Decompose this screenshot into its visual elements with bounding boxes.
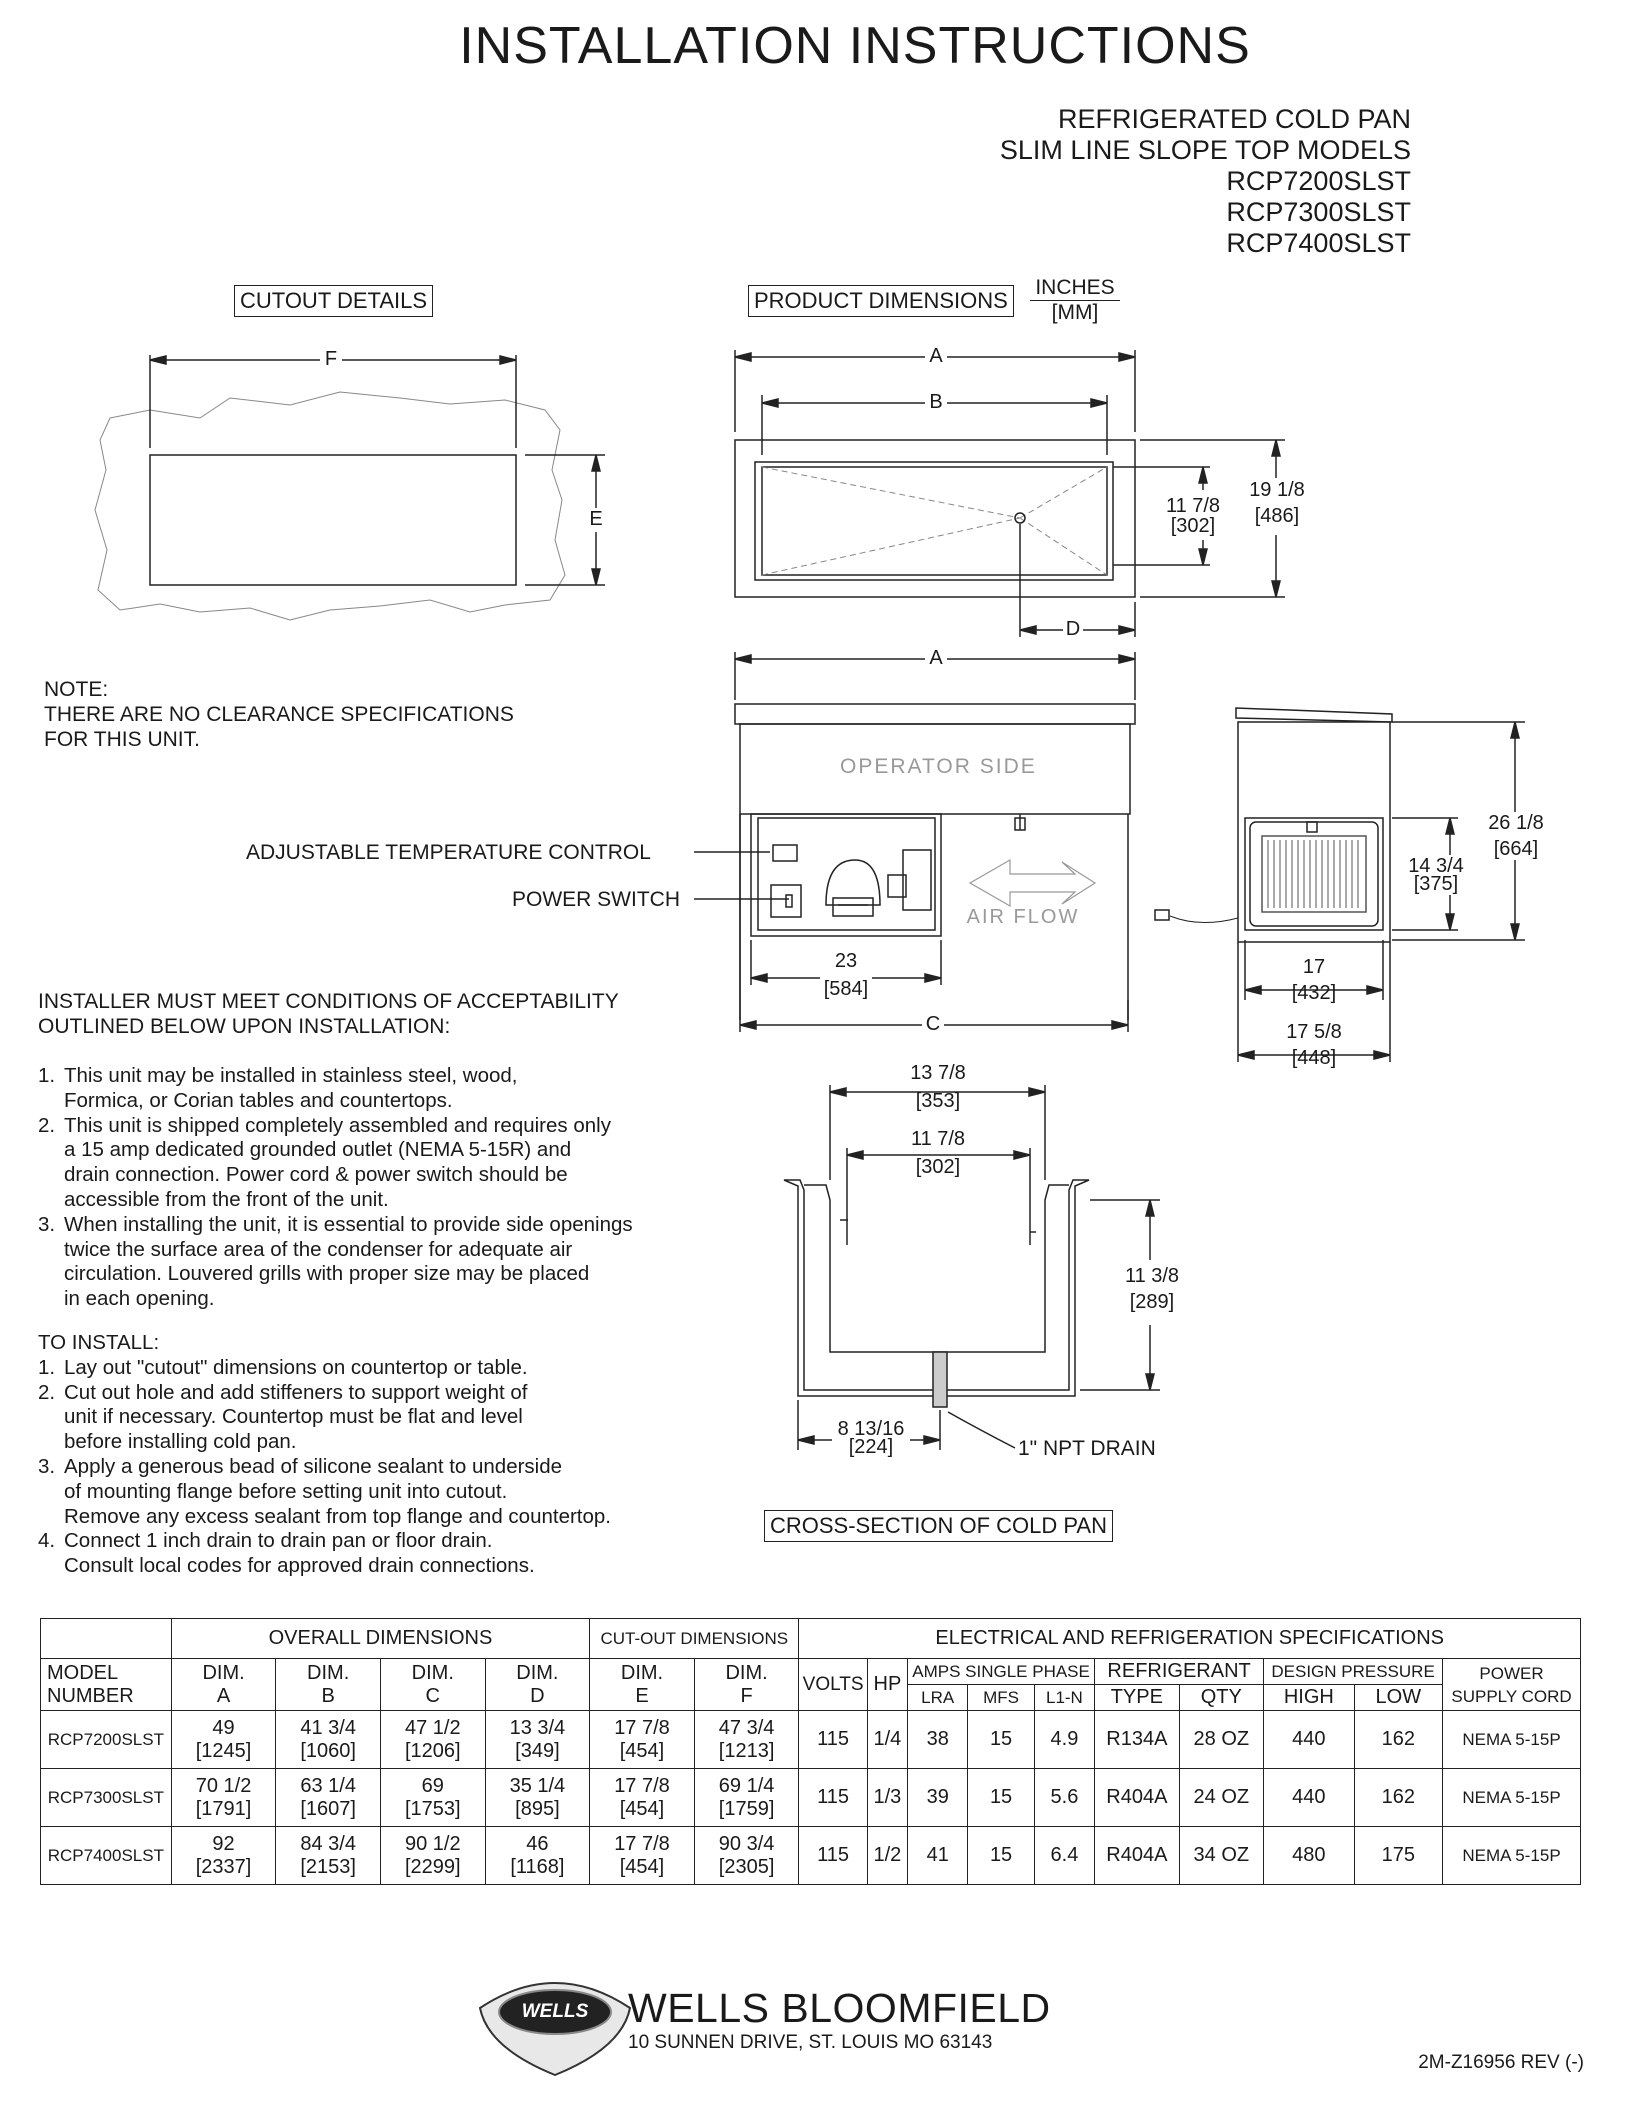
type-cell: R404A xyxy=(1095,1827,1179,1885)
l1n-header: L1-N xyxy=(1034,1685,1094,1711)
dim-b-header: DIM. B xyxy=(276,1659,381,1711)
note-line: NOTE: xyxy=(44,678,109,701)
npt-drain-label: 1" NPT DRAIN xyxy=(1018,1437,1156,1460)
dim-cell: 69 [1753] xyxy=(380,1769,485,1827)
units-inches: INCHES xyxy=(1030,276,1120,301)
list-line: before installing cold pan. xyxy=(64,1430,297,1454)
refrigerant-header: REFRIGERANT xyxy=(1095,1659,1264,1685)
dim-cs-w1-in: 13 7/8 xyxy=(910,1062,966,1084)
company-name: WELLS BLOOMFIELD xyxy=(628,1985,1051,2031)
list-line: a 15 amp dedicated grounded outlet (NEMA 5-15R) and xyxy=(64,1138,572,1162)
dim-cell: 46 [1168] xyxy=(485,1827,590,1885)
dim-f-label: F xyxy=(324,348,338,370)
dim-c-label: C xyxy=(925,1013,941,1035)
list-line: Connect 1 inch drain to drain pan or floor drain. xyxy=(64,1529,493,1553)
note-line: FOR THIS UNIT. xyxy=(44,728,200,751)
list-item xyxy=(38,1455,678,1529)
dim-d-header: DIM. D xyxy=(485,1659,590,1711)
adjustable-temp-label: ADJUSTABLE TEMPERATURE CONTROL xyxy=(246,841,651,864)
list-item xyxy=(38,1356,678,1381)
qty-cell: 28 OZ xyxy=(1179,1711,1263,1769)
list-line: circulation. Louvered grills with proper size may be placed xyxy=(64,1262,590,1286)
power-cord-header: POWER SUPPLY CORD xyxy=(1443,1659,1581,1711)
dim-front-width-in: 23 xyxy=(834,950,858,972)
low-cell: 162 xyxy=(1354,1769,1443,1827)
low-cell: 175 xyxy=(1354,1827,1443,1885)
installer-heading xyxy=(38,989,619,1039)
dim-side-h1-in: 26 1/8 xyxy=(1488,812,1544,834)
conditions-list xyxy=(38,1064,718,1312)
dim-front-width-mm: [584] xyxy=(823,978,869,1000)
dim-top-inner-mm: [302] xyxy=(1170,515,1216,537)
dim-cell: 90 3/4 [2305] xyxy=(694,1827,799,1885)
installer-heading-line: INSTALLER MUST MEET CONDITIONS OF ACCEPTABILITY xyxy=(38,990,619,1013)
dim-e-header: DIM. E xyxy=(590,1659,695,1711)
hp-cell: 1/4 xyxy=(867,1711,907,1769)
note-line: THERE ARE NO CLEARANCE SPECIFICATIONS xyxy=(44,703,514,726)
overall-dimensions-header: OVERALL DIMENSIONS xyxy=(171,1619,589,1659)
l1n-cell: 4.9 xyxy=(1034,1711,1094,1769)
list-number: 2. xyxy=(38,1380,56,1404)
dim-cell: 84 3/4 [2153] xyxy=(276,1827,381,1885)
list-line: twice the surface area of the condenser for adequate air xyxy=(64,1237,573,1261)
list-item xyxy=(38,1064,718,1114)
high-cell: 480 xyxy=(1264,1827,1355,1885)
document-number: 2M-Z16956 REV (-) xyxy=(1418,2052,1584,2073)
company-address: 10 SUNNEN DRIVE, ST. LOUIS MO 63143 xyxy=(628,2032,993,2053)
dim-side-w2-mm: [448] xyxy=(1291,1047,1337,1069)
model-line: SLIM LINE SLOPE TOP MODELS xyxy=(999,135,1411,165)
lra-cell: 38 xyxy=(908,1711,968,1769)
list-line: Consult local codes for approved drain connections. xyxy=(64,1554,535,1578)
hp-cell: 1/2 xyxy=(867,1827,907,1885)
list-line: Formica, or Corian tables and countertops. xyxy=(64,1088,453,1112)
dim-top-outer-mm: [486] xyxy=(1254,505,1300,527)
airflow-arrow-icon xyxy=(970,860,1095,906)
spec-table xyxy=(40,1618,1581,1885)
installer-heading-line: OUTLINED BELOW UPON INSTALLATION: xyxy=(38,1015,451,1038)
operator-side-label: OPERATOR SIDE xyxy=(840,755,1037,778)
hp-cell: 1/3 xyxy=(867,1769,907,1827)
list-line: of mounting flange before setting unit into cutout. xyxy=(64,1479,508,1503)
volts-cell: 115 xyxy=(799,1769,867,1827)
dim-a-label: A xyxy=(929,345,943,367)
countertop-outline xyxy=(95,392,565,620)
dim-cell: 47 3/4 [1213] xyxy=(694,1711,799,1769)
model-cell: RCP7300SLST xyxy=(41,1769,172,1827)
dim-side-w1-mm: [432] xyxy=(1291,982,1337,1004)
dim-cs-drain-in: 8 13/16 xyxy=(837,1418,905,1440)
lra-cell: 39 xyxy=(908,1769,968,1827)
front-flange xyxy=(735,704,1135,724)
cord-cell: NEMA 5-15P xyxy=(1443,1769,1581,1827)
dim-side-h2-in: 14 3/4 xyxy=(1408,855,1464,877)
dim-cell: 13 3/4 [349] xyxy=(485,1711,590,1769)
low-cell: 162 xyxy=(1354,1711,1443,1769)
list-number: 3. xyxy=(38,1212,56,1236)
qty-header: QTY xyxy=(1179,1685,1263,1711)
high-cell: 440 xyxy=(1264,1769,1355,1827)
type-cell: R404A xyxy=(1095,1769,1179,1827)
design-pressure-header: DESIGN PRESSURE xyxy=(1264,1659,1443,1685)
top-view-outer xyxy=(735,440,1135,597)
logo-badge-text: WELLS xyxy=(521,2001,589,2022)
note-block xyxy=(44,677,514,752)
page-title: INSTALLATION INSTRUCTIONS xyxy=(459,17,1251,75)
mfs-cell: 15 xyxy=(968,1827,1034,1885)
model-line: RCP7400SLST xyxy=(1226,228,1411,258)
list-line: This unit may be installed in stainless steel, wood, xyxy=(64,1064,518,1087)
list-number: 1. xyxy=(38,1064,56,1087)
list-item xyxy=(38,1529,678,1579)
high-cell: 440 xyxy=(1264,1711,1355,1769)
dim-f-header: DIM. F xyxy=(694,1659,799,1711)
dim-cs-drain-mm: [224] xyxy=(848,1436,894,1458)
dim-cell: 47 1/2 [1206] xyxy=(380,1711,485,1769)
list-number: 1. xyxy=(38,1355,56,1379)
dim-b-label: B xyxy=(929,391,943,413)
dim-cell: 90 1/2 [2299] xyxy=(380,1827,485,1885)
model-header: MODEL NUMBER xyxy=(41,1659,172,1711)
list-line: unit if necessary. Countertop must be flat and level xyxy=(64,1405,523,1429)
cross-section-label: CROSS-SECTION OF COLD PAN xyxy=(764,1510,1113,1542)
dim-cs-h-mm: [289] xyxy=(1129,1291,1175,1313)
dim-cell: 92 [2337] xyxy=(171,1827,276,1885)
cutout-hole xyxy=(150,455,516,585)
list-item xyxy=(38,1381,678,1455)
dim-side-h2-mm: [375] xyxy=(1413,873,1459,895)
dim-top-outer-in: 19 1/8 xyxy=(1249,479,1305,501)
dim-side-w2-in: 17 5/8 xyxy=(1286,1021,1342,1043)
units-mm: [MM] xyxy=(1051,301,1099,324)
list-item xyxy=(38,1213,718,1312)
table-row xyxy=(41,1769,1581,1827)
high-header: HIGH xyxy=(1264,1685,1355,1711)
list-line: Remove any excess sealant from top flange and countertop. xyxy=(64,1504,611,1528)
cord-cell: NEMA 5-15P xyxy=(1443,1827,1581,1885)
dim-c-header: DIM. C xyxy=(380,1659,485,1711)
dim-cell: 49 [1245] xyxy=(171,1711,276,1769)
list-line: Lay out "cutout" dimensions on countertop or table. xyxy=(64,1355,528,1379)
list-line: This unit is shipped completely assembled and requires only xyxy=(64,1113,611,1137)
power-switch-label: POWER SWITCH xyxy=(512,888,680,911)
volts-cell: 115 xyxy=(799,1827,867,1885)
amps-header: AMPS SINGLE PHASE xyxy=(908,1659,1095,1685)
cutout-dimensions-header: CUT-OUT DIMENSIONS xyxy=(590,1619,799,1659)
list-line: When installing the unit, it is essential to provide side openings xyxy=(64,1212,633,1236)
cutout-details-label: CUTOUT DETAILS xyxy=(234,285,433,317)
cord-cell: NEMA 5-15P xyxy=(1443,1711,1581,1769)
dim-cell: 17 7/8 [454] xyxy=(590,1711,695,1769)
list-line: accessible from the front of the unit. xyxy=(64,1187,389,1211)
lra-header: LRA xyxy=(908,1685,968,1711)
lra-cell: 41 xyxy=(908,1827,968,1885)
dim-e-label: E xyxy=(589,508,603,530)
table-row xyxy=(41,1827,1581,1885)
table-row xyxy=(41,1711,1581,1769)
dim-cell: 63 1/4 [1607] xyxy=(276,1769,381,1827)
dim-side-w1-in: 17 xyxy=(1302,956,1326,978)
model-cell: RCP7200SLST xyxy=(41,1711,172,1769)
dim-cs-w1-mm: [353] xyxy=(915,1090,961,1112)
model-line: RCP7300SLST xyxy=(1226,197,1411,227)
table-corner xyxy=(41,1619,172,1659)
dim-a-header: DIM. A xyxy=(171,1659,276,1711)
model-cell: RCP7400SLST xyxy=(41,1827,172,1885)
dim-cell: 35 1/4 [895] xyxy=(485,1769,590,1827)
to-install-heading: TO INSTALL: xyxy=(38,1331,160,1354)
list-item xyxy=(38,1114,718,1213)
list-line: in each opening. xyxy=(64,1287,215,1311)
list-number: 3. xyxy=(38,1454,56,1478)
product-dimensions-label: PRODUCT DIMENSIONS xyxy=(748,285,1014,317)
list-line: drain connection. Power cord & power switch should be xyxy=(64,1163,568,1187)
low-header: LOW xyxy=(1354,1685,1443,1711)
dim-a-front-label: A xyxy=(929,647,943,669)
mfs-cell: 15 xyxy=(968,1711,1034,1769)
dim-cs-w2-in: 11 7/8 xyxy=(910,1128,966,1150)
list-number: 2. xyxy=(38,1113,56,1137)
dim-d-label: D xyxy=(1065,618,1081,640)
dim-cell: 17 7/8 [454] xyxy=(590,1827,695,1885)
list-line: Cut out hole and add stiffeners to support weight of xyxy=(64,1380,528,1404)
dim-cell: 41 3/4 [1060] xyxy=(276,1711,381,1769)
air-flow-label: AIR FLOW xyxy=(966,906,1080,928)
hp-header: HP xyxy=(867,1659,907,1711)
mfs-cell: 15 xyxy=(968,1769,1034,1827)
type-header: TYPE xyxy=(1095,1685,1179,1711)
dim-cs-w2-mm: [302] xyxy=(915,1156,961,1178)
l1n-cell: 6.4 xyxy=(1034,1827,1094,1885)
list-line: Apply a generous bead of silicone sealant to underside xyxy=(64,1454,563,1478)
mfs-header: MFS xyxy=(968,1685,1034,1711)
dim-cell: 69 1/4 [1759] xyxy=(694,1769,799,1827)
l1n-cell: 5.6 xyxy=(1034,1769,1094,1827)
type-cell: R134A xyxy=(1095,1711,1179,1769)
list-number: 4. xyxy=(38,1529,56,1553)
to-install-list xyxy=(38,1331,678,1579)
model-line: REFRIGERATED COLD PAN xyxy=(1057,104,1411,134)
volts-header: VOLTS xyxy=(799,1659,867,1711)
dim-side-h1-mm: [664] xyxy=(1493,838,1539,860)
electrical-header: ELECTRICAL AND REFRIGERATION SPECIFICATIONS xyxy=(799,1619,1581,1659)
volts-cell: 115 xyxy=(799,1711,867,1769)
qty-cell: 34 OZ xyxy=(1179,1827,1263,1885)
dim-cell: 70 1/2 [1791] xyxy=(171,1769,276,1827)
dim-cell: 17 7/8 [454] xyxy=(590,1769,695,1827)
model-line: RCP7200SLST xyxy=(1226,166,1411,196)
dim-cs-h-in: 11 3/8 xyxy=(1124,1265,1180,1287)
qty-cell: 24 OZ xyxy=(1179,1769,1263,1827)
dim-top-inner-in: 11 7/8 xyxy=(1165,495,1221,517)
